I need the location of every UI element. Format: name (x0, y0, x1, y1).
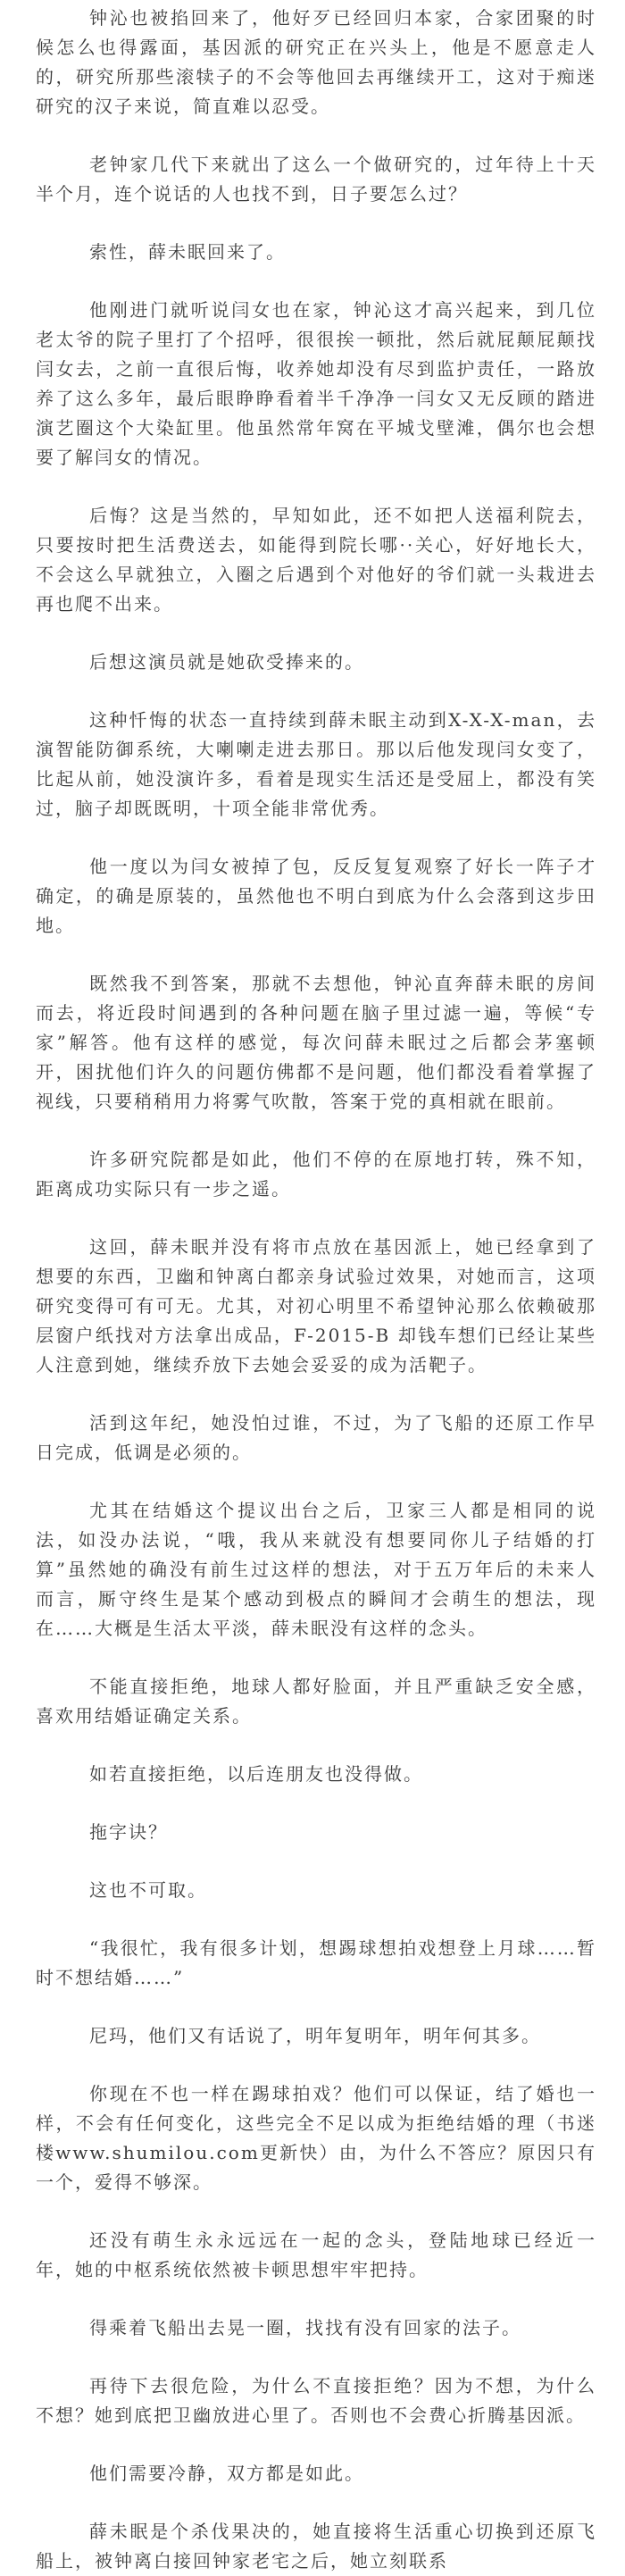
paragraph: 他们需要冷静，双方都是如此。 (89, 2463, 364, 2484)
paragraph: 你现在不也一样在踢球拍戏？他们可以保证，结了婚也一样，不会有任何变化，这些完全不足以成为拒绝结婚的理（书迷楼www.shumilou.com更新快）由，为什么不答应？原因只有一个，爱得不够深。 (36, 2083, 596, 2193)
paragraph: 再待下去很危险，为什么不直接拒绝？因为不想，为什么不想？她到底把卫幽放进心里了。否则也不会费心折腾基因派。 (36, 2375, 596, 2426)
paragraph: 得乘着飞船出去晃一圈，找找有没有回家的法子。 (89, 2317, 521, 2338)
paragraph: 拖字诀？ (89, 1821, 168, 1843)
paragraph: 许多研究院都是如此，他们不停的在原地打转，殊不知，距离成功实际只有一步之遥。 (36, 1149, 596, 1200)
paragraph: 既然我不到答案，那就不去想他，钟沁直奔薛未眠的房间而去，将近段时间遇到的各种问题在脑子里过滤一遍，等候“专家”解答。他有这样的感觉，每次问薛未眠过之后都会茅塞顿开，困扰他们许久的问题仿佛都不是问题，他们都没看着掌握了视线，只要稍稍用力将雾气吹散，答案于党的真相就在眼前。 (36, 973, 596, 1112)
paragraph: 如若直接拒绝，以后连朋友也没得做。 (89, 1763, 423, 1785)
paragraph: “我很忙，我有很多计划，想踢球想拍戏想登上月球……暂时不想结婚……” (36, 1937, 596, 1988)
paragraph: 索性，薛未眠回来了。 (89, 241, 286, 263)
paragraph: 这种忏悔的状态一直持续到薛未眠主动到X-X-X-man，去演智能防御系统，大喇喇走进去那日。那以后他发现闫女变了，比起从前，她没演许多，看着是现实生活还是受屈上，都没有笑过，脑子却既既明，十项全能非常优秀。 (36, 709, 596, 819)
paragraph: 尤其在结婚这个提议出台之后，卫家三人都是相同的说法，如没办法说，“哦，我从来就没有想要同你儿子结婚的打算”虽然她的确没有前生过这样的想法，对于五万年后的未来人而言，厮守终生是某个感动到极点的瞬间才会萌生的想法，现在……大概是生活太平淡，薛未眠没有这样的念头。 (36, 1500, 596, 1639)
paragraph: 这也不可取。 (89, 1879, 207, 1901)
paragraph: 活到这年纪，她没怕过谁，不过，为了飞船的还原工作早日完成，低调是必须的。 (36, 1412, 596, 1463)
paragraph: 还没有萌生永永远远在一起的念头，登陆地球已经近一年，她的中枢系统依然被卡顿思想牢牢把持。 (36, 2229, 596, 2280)
paragraph: 他一度以为闫女被掉了包，反反复复观察了好长一阵子才确定，的确是原装的，虽然他也不明白到底为什么会落到这步田地。 (36, 856, 596, 936)
paragraph: 尼玛，他们又有话说了，明年复明年，明年何其多。 (89, 2025, 541, 2046)
paragraph: 老钟家几代下来就出了这么一个做研究的，过年待上十天半个月，连个说话的人也找不到，日子要怎么过？ (36, 154, 596, 205)
paragraph: 不能直接拒绝，地球人都好脸面，并且严重缺乏安全感，喜欢用结婚证确定关系。 (36, 1676, 596, 1727)
paragraph: 钟沁也被掐回来了，他好歹已经回归本家，合家团聚的时候怎么也得露面，基因派的研究正在兴头上，他是不愿意走人的，研究所那些滚犊子的不会等他回去再继续开工，这对于痴迷研究的汉子来说，简直难以忍受。 (36, 7, 596, 117)
paragraph: 这回，薛未眠并没有将市点放在基因派上，她已经拿到了想要的东西，卫幽和钟离白都亲身试验过效果，对她而言，这项研究变得可有可无。尤其，对初心明里不希望钟沁那么依赖破那层窗户纸找对方法拿出成品，F-2015-B 却钱车想们已经让某些人注意到她，继续乔放下去她会妥妥的成为活靶子。 (36, 1236, 596, 1376)
paragraph: 他刚进门就听说闫女也在家，钟沁这才高兴起来，到几位老太爷的院子里打了个招呼，很很挨一顿批，然后就屁颠屁颠找闫女去，之前一直很后悔，收养她却没有尽到监护责任，一路放养了这么多年，最后眼睁睁看着半千净净一闫女又无反顾的踏进演艺圈这个大染缸里。他虽然常年窝在平城戈壁滩，偶尔也会想要了解闫女的情况。 (36, 299, 596, 468)
paragraph: 后想这演员就是她砍受捧来的。 (89, 651, 364, 673)
paragraph: 薛未眠是个杀伐果决的，她直接将生活重心切换到还原飞船上，被钟离白接回钟家老宅之后，她立刻联系 (36, 2521, 596, 2572)
paragraph: 后悔？这是当然的，早知如此，还不如把人送福利院去，只要按时把生活费送去，如能得到院长哪··关心，好好地长大，不会这么早就独立，入圈之后遇到个对他好的爷们就一头栽进去再也爬不出来。 (36, 505, 596, 615)
